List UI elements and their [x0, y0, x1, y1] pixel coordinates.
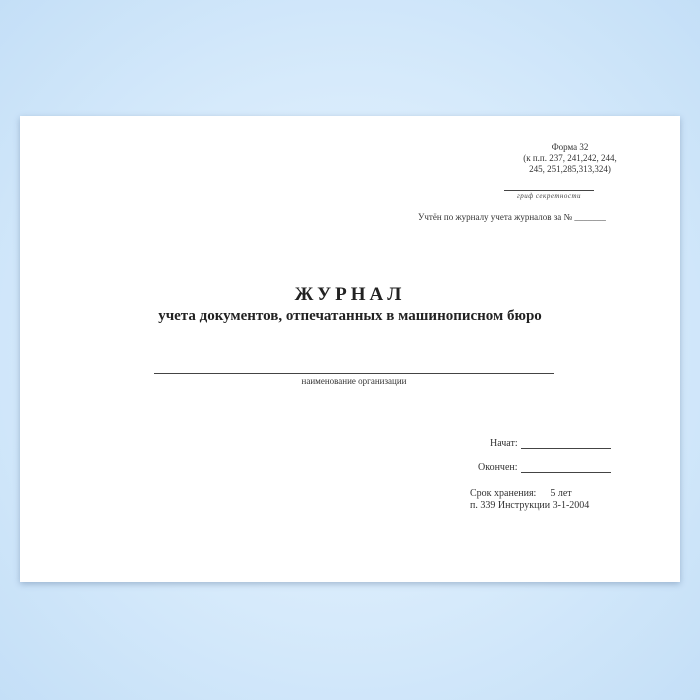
storage-reference: п. 339 Инструкции 3-1-2004 [470, 500, 590, 511]
storage-period-block [470, 488, 589, 512]
secrecy-label: гриф секретности [516, 192, 582, 200]
form-number: Форма 32 [551, 142, 589, 152]
storage-label: Срок хранения: [470, 488, 537, 499]
secrecy-field-line [504, 190, 594, 191]
form-reference-line-1: (к п.п. 237, 241,242, 244, [523, 153, 617, 163]
form-number-block [490, 142, 650, 175]
document-subtitle: учета документов, отпечатанных в машинописном бюро [158, 308, 542, 324]
finished-field [478, 462, 611, 473]
journal-cover-sheet [20, 116, 680, 582]
finished-blank-line [521, 462, 611, 473]
form-reference-line-2: 245, 251,285,313,324) [529, 164, 611, 174]
document-title: ЖУРНАЛ [294, 284, 406, 305]
registry-note: Учтён по журналу учета журналов за № _______ [418, 212, 606, 222]
organization-field-line [154, 373, 554, 374]
finished-label: Окончен: [478, 462, 518, 473]
started-label: Начат: [490, 438, 518, 449]
organization-label: наименование организации [301, 376, 407, 386]
started-field [490, 438, 611, 449]
storage-value: 5 лет [550, 488, 572, 499]
started-blank-line [521, 438, 611, 449]
